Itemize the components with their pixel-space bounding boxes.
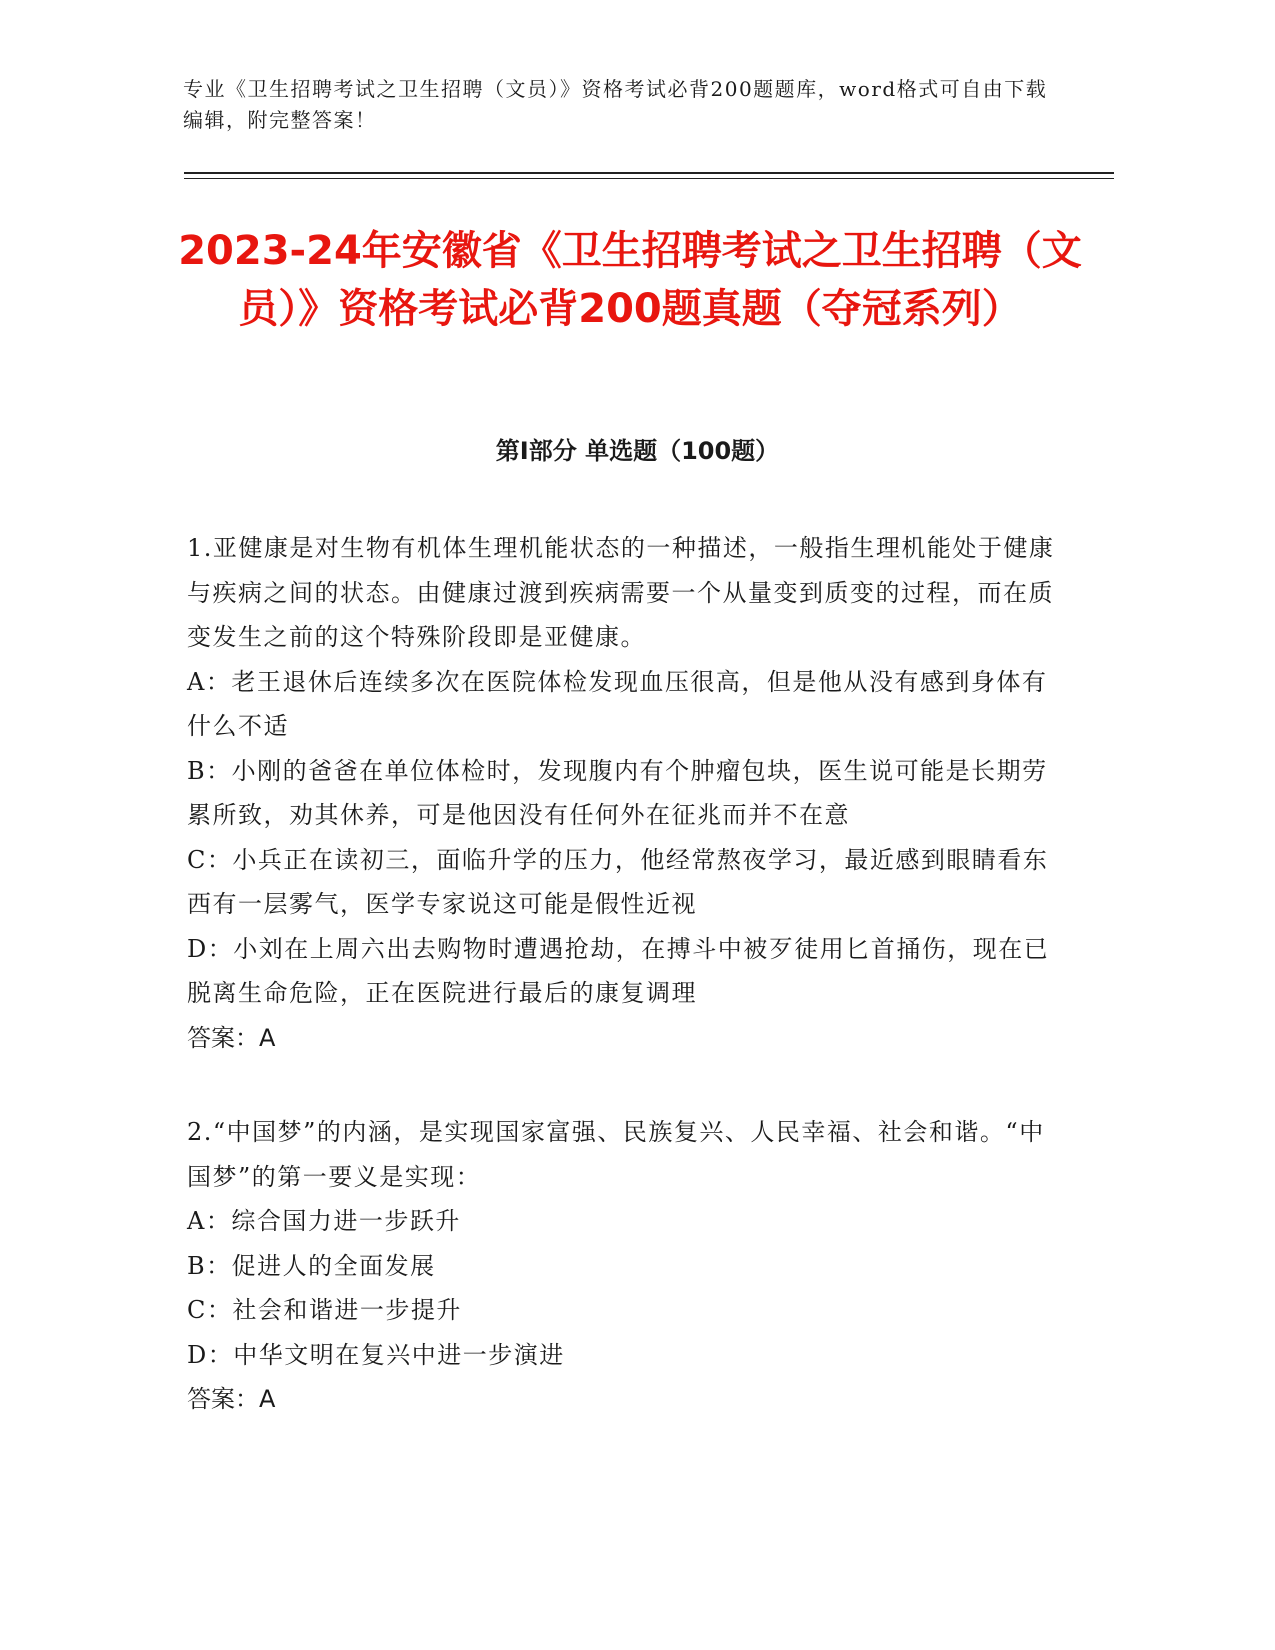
option-b: B：小刚的爸爸在单位体检时，发现腹内有个肿瘤包块，医生说可能是长期劳累所致，劝其休养，可是他因没有任何外在征兆而并不在意 [187,756,1048,829]
intro-text: 专业《卫生招聘考试之卫生招聘（文员）》资格考试必背200题题库，word格式可自由下载编辑，附完整答案！ [183,77,1048,132]
header-rule-thin [184,178,1114,179]
option-b: B：促进人的全面发展 [187,1251,436,1280]
question-stem: 1.亚健康是对生物有机体生理机能状态的一种描述，一般指生理机能处于健康与疾病之间的状态。由健康过渡到疾病需要一个从量变到质变的过程，而在质变发生之前的这个特殊阶段即是亚健康。 [187,534,1055,651]
option-a: A：综合国力进一步跃升 [187,1207,461,1235]
document-title: 2023-24年安徽省《卫生招聘考试之卫生招聘（文员）》资格考试必背200题真题（夺冠系列） [178,228,1082,332]
question-stem: 2.“中国梦”的内涵，是实现国家富强、民族复兴、人民幸福、社会和谐。“中国梦”的第一要义是实现： [187,1118,1045,1191]
option-d: D：中华文明在复兴中进一步演进 [187,1340,565,1369]
option-a: A：老王退休后连续多次在医院体检发现血压很高，但是他从没有感到身体有什么不适 [187,667,1048,740]
option-c: C：社会和谐进一步提升 [187,1296,462,1324]
question-1 [187,526,1067,1060]
header-rule-thick [184,172,1114,174]
answer: 答案：A [187,1385,276,1413]
question-2 [187,1110,1067,1422]
answer: 答案：A [187,1023,276,1052]
option-d: D：小刘在上周六出去购物时遭遇抢劫，在搏斗中被歹徒用匕首捅伤，现在已脱离生命危险，正在医院进行最后的康复调理 [187,934,1050,1007]
option-c: C：小兵正在读初三，面临升学的压力，他经常熬夜学习，最近感到眼睛看东西有一层雾气，医学专家说这可能是假性近视 [187,845,1049,918]
section-heading: 第I部分 单选题（100题） [495,437,780,465]
